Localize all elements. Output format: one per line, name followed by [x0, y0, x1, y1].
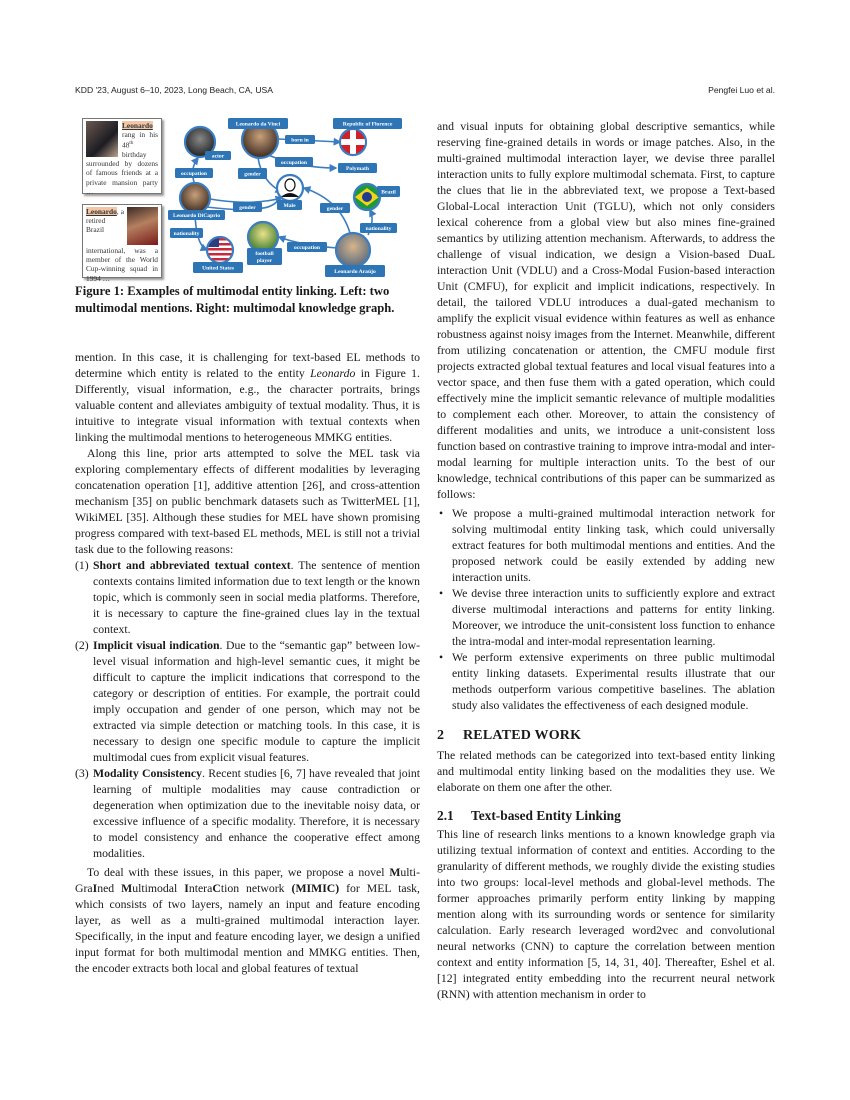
paragraph: Along this line, prior arts attempted to solve the MEL task via exploring complementary effects of different modalities by leveraging concatenation operation [1], additive attention [26], and cross-attention mechanism [35] on public benchmark datasets such as TwitterMEL [1], WikiMEL [35]. Although these studies for MEL have shown promising progress compared with text-based EL methods, MEL is still not a trivial task due to the following reasons: [75, 447, 420, 556]
reason-item: (2) Implicit visual indication. Due to the “semantic gap” between low-level visual information and high-level semantic cues, it might be difficult to capture the implicit indications that correspond to the category or description of entities. For example, the portrait could imply occupation and gender of one person, which may not be extracted via simple detection or matching tools. In this case, it is necessary to design one specific module to capture the implicit multimodal cues from explicit visual features. [75, 639, 420, 764]
mention-1-name: Leonardo [122, 121, 153, 130]
araujo-portrait [336, 233, 370, 267]
node-male: Male [283, 203, 296, 209]
edge-actor: actor [211, 153, 225, 160]
reason-item: (3) Modality Consistency. Recent studies [6, 7] have revealed that joint learning of multiple modalities may cause contradiction or degeneration when optimization due to the inevitable noisy data, or excessive influence of a specific modality. Therefore, it is necessary to model consistency and enhance the cooperative effect among modalities. [75, 767, 420, 860]
reason-item: (1) Short and abbreviated textual context. The sentence of mention contexts contains limited information due to text length or the known topic, which is commonly seen in social media platforms. Therefore, it is necessary to capture the fine-grained clues lay in the textual context. [75, 559, 420, 636]
paragraph: This line of research links mentions to a known knowledge graph via utilizing textual information of context and entities. According to the granularity of different methods, we roughly divide the existing studies into two groups: local-level methods and global-level methods. The former approaches primarily perform entity linking by mapping mention along with its surrounding words or sentence for similarity calculation. Early research leveraged word2vec and convolutional neural networks (CNN) to capture the correlation between mention context and entity information [5, 14, 31, 40]. Thereafter, Eshel et al. [12] integrated entity embedding into the recurrent neural network (RNN) with attention mechanism in order to [437, 828, 775, 1001]
edge-gender: gender [244, 171, 261, 178]
node-polymath: Polymath [346, 166, 369, 172]
left-column [75, 350, 420, 977]
mention-2-text: , a retired Brazil international, was a member of the World Cup-winning squad in 1994 … [86, 207, 158, 283]
football-player-photo [248, 222, 278, 252]
paragraph: and visual inputs for obtaining global descriptive semantics, while reserving fine-grained details in words or image patches. Also, in the multi-grained multimodal interaction layer, we devise three parallel interaction units to fully explore multimodal schemata. First, to capture the clues that lie in the abbreviated text, we propose a Text-based Global-Local interaction Unit (TGLU), which not only considers lexical coherence from a global view but also mines fine-grained semantics by utilizing attention mechanism. Afterwards, to address the challenge of visual indication, we design a Vision-based DuaL interaction Unit (VDLU) and a Cross-Modal Fusion-based interaction Unit (CMFU), for explicit and implicit indications, respectively. In detail, the tailored VDLU introduces a dual-gated mechanism to amplify the explicit visual evidence within features as well as enhance robustness against noisy images from the Internet. Meanwhile, different from utilizing concatenation or attention, the CMFU module first projects extracted global textual features and local visual features into a vector space, and then fuse them with a gated operation, which could effectively mine the implicit semantic relevance of multiple modalities to complement each other. Moreover, to attain the consistency of different modalities and units, we introduce a unit-consistent loss function based on contrastive training to improve intra-modal and inter-modal learning for multiple interaction units. To the best of our knowledge, technical contributions of this paper can be summarized as follows: [437, 120, 775, 501]
node-football-player: football [255, 251, 274, 257]
node-football-player: player [256, 258, 273, 264]
mention-1-text: rang in his 48 [122, 130, 158, 150]
paragraph: mention. In this case, it is challenging for text-based EL methods to determine which entity is related to the entity Leonardo in Figure 1. Differently, visual information, e.g., the character portraits, brings valuable content and alleviates ambiguity of textual modality. Thus, it is intuitive to integrate visual information with textual contexts when linking the multimodal mentions to heterogeneous MMKG entities. [75, 351, 420, 444]
dicaprio-portrait [180, 183, 210, 213]
paragraph: To deal with these issues, in this paper, we propose a novel Multi-GraIned Multimodal InteraCtion network (MIMIC) for MEL task, which consists of two layers, namely an input and feature encoding layer, as well as a multi-grained multimodal interaction layer. Specifically, in the input and feature encoding layer, we design a unified input format for both multimodal mention and MMKG entities. Then, the encoder extracts both local and global features of textual [75, 866, 420, 975]
mention-2-card [82, 204, 162, 283]
edge-gender: gender [326, 206, 344, 212]
node-araujo: Leonardo Araújo [334, 269, 376, 275]
running-header-venue: KDD '23, August 6–10, 2023, Long Beach, CA, USA [75, 85, 273, 95]
figure-caption: Figure 1: Examples of multimodal entity linking. Left: two multimodal mentions. Right: multimodal knowledge graph. [75, 284, 395, 315]
edge-nationality: nationality [173, 231, 200, 237]
edge-occupation: occupation [180, 171, 208, 177]
node-dicaprio: Leonardo DiCaprio [172, 213, 221, 219]
mention-1-card [82, 118, 162, 194]
mention-2-name: Leonardo [86, 207, 117, 216]
right-column [437, 119, 775, 1003]
subsection-heading: 2.1 Text-based Entity Linking [437, 808, 621, 823]
edge-gender: gender [239, 205, 256, 211]
edge-occupation: occupation [293, 245, 321, 251]
mention-2-photo [127, 207, 158, 245]
mention-1-photo [86, 121, 118, 157]
node-united-states: United States [202, 265, 234, 272]
section-heading: 2 RELATED WORK [437, 728, 582, 743]
edge-born-in: born in [291, 137, 309, 144]
contribution-item: • We perform extensive experiments on three public multimodal entity linking datasets. Experimental results illustrate that our methods outperform various competitive baselines. The ablation study also validates the effectiveness of each designed module. [439, 651, 775, 712]
node-florence: Republic of Florence [342, 121, 393, 128]
mention-1-sup: th [129, 141, 134, 147]
mention-1-text: birthday surrounded by dozens of famous friends at a private mansion party … [86, 150, 158, 196]
node-brazil: Brazil [381, 189, 396, 196]
node-da-vinci: Leonardo da Vinci [235, 121, 281, 128]
contribution-item: • We propose a multi-grained multimodal interaction network for solving multimodal entity linking task, which could universally extract features for both multimodal mentions and entities. And the proposed network could be easily extended by adding new interaction units. [439, 507, 775, 584]
running-header-authors: Pengfei Luo et al. [708, 85, 775, 95]
edge-occupation: occupation [280, 160, 308, 166]
edge-nationality: nationality [365, 226, 392, 232]
contribution-item: • We devise three interaction units to sufficiently explore and extract diverse multimodal interactions and patterns for entity linking. Moreover, we introduce the unit-consistent loss function to enhance the intra-modal and inter-modal representation learning. [439, 587, 775, 648]
paragraph: The related methods can be categorized into text-based entity linking and multimodal entity linking based on the modalities they use. We elaborate on them one after the other. [437, 749, 775, 794]
